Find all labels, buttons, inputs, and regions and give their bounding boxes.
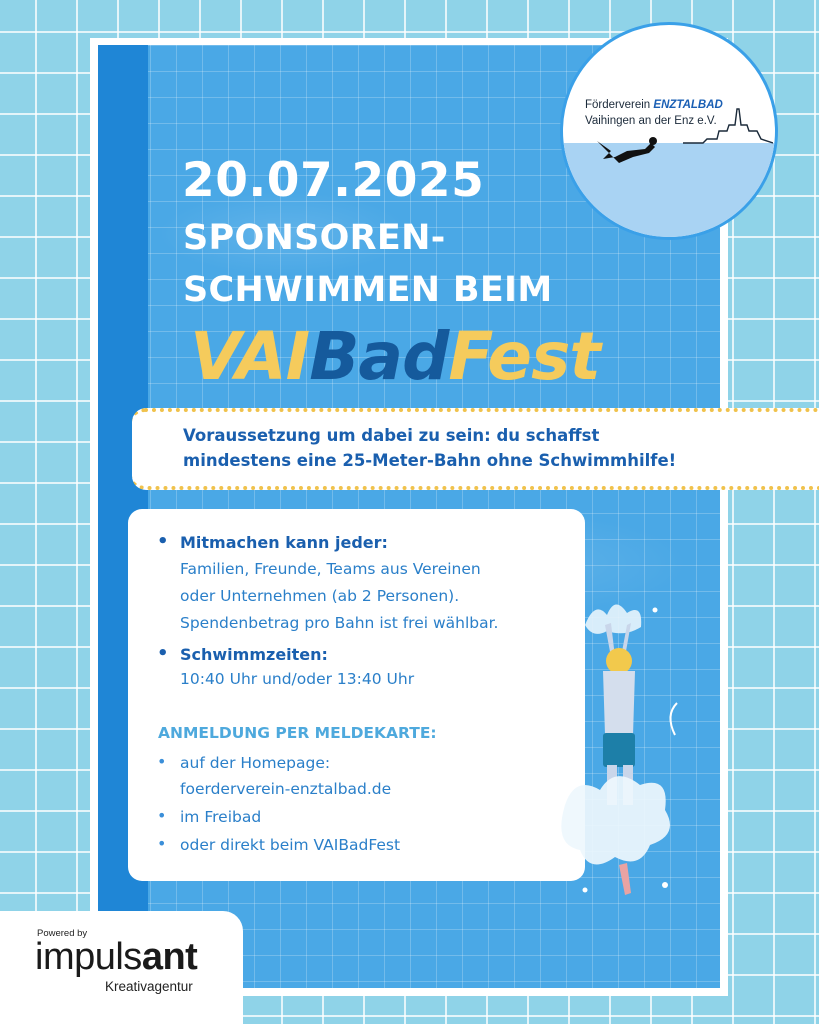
event-name-part1: VAI <box>190 318 310 395</box>
participation-text-3: Spendenbetrag pro Bahn ist frei wählbar. <box>180 614 499 632</box>
logo-brand: ENZTALBAD <box>653 99 723 111</box>
event-name <box>190 318 600 395</box>
registration-item-pool: im Freibad <box>180 808 262 826</box>
title-line-1: SPONSOREN- <box>183 218 446 258</box>
castle-skyline-icon <box>683 95 773 145</box>
participation-text-1: Familien, Freunde, Teams aus Vereinen <box>180 560 481 578</box>
agency-logo <box>35 936 197 979</box>
title-line-2: SCHWIMMEN BEIM <box>183 270 553 310</box>
registration-item-event: oder direkt beim VAIBadFest <box>180 836 401 854</box>
agency-subtitle: Kreativagentur <box>105 979 193 994</box>
agency-logo-part2: ant <box>141 936 198 978</box>
powered-by-label: Powered by <box>37 928 88 939</box>
requirement-banner <box>132 408 819 490</box>
participation-heading: Mitmachen kann jeder: <box>180 533 388 552</box>
swimmer-logo-icon <box>593 133 663 173</box>
bullet: • <box>157 806 167 825</box>
bullet: • <box>157 834 167 853</box>
requirement-line-1: Voraussetzung um dabei zu sein: du schaffst <box>183 426 600 445</box>
logo-text-line2: Vaihingen an der Enz e.V. <box>585 115 717 127</box>
swimmer-illustration-icon <box>545 595 685 915</box>
participation-text-2: oder Unternehmen (ab 2 Personen). <box>180 587 460 605</box>
event-name-part3: Fest <box>448 318 600 395</box>
registration-heading: ANMELDUNG PER MELDEKARTE: <box>158 724 437 742</box>
bullet: • <box>157 531 169 552</box>
requirement-line-2: mindestens eine 25-Meter-Bahn ohne Schwimmhilfe! <box>183 451 677 470</box>
bullet: • <box>157 752 167 771</box>
swim-times-text: 10:40 Uhr und/oder 13:40 Uhr <box>180 670 415 688</box>
swim-times-heading: Schwimmzeiten: <box>180 645 328 664</box>
bullet: • <box>157 643 169 664</box>
logo-prefix: Förderverein <box>585 99 651 111</box>
organization-logo <box>560 22 778 240</box>
agency-logo-part1: impuls <box>35 936 142 978</box>
event-date: 20.07.2025 <box>182 153 485 208</box>
registration-item-homepage: auf der Homepage: <box>180 754 331 772</box>
event-name-part2: Bad <box>309 318 449 395</box>
registration-item-url[interactable]: foerderverein-enztalbad.de <box>180 780 392 798</box>
